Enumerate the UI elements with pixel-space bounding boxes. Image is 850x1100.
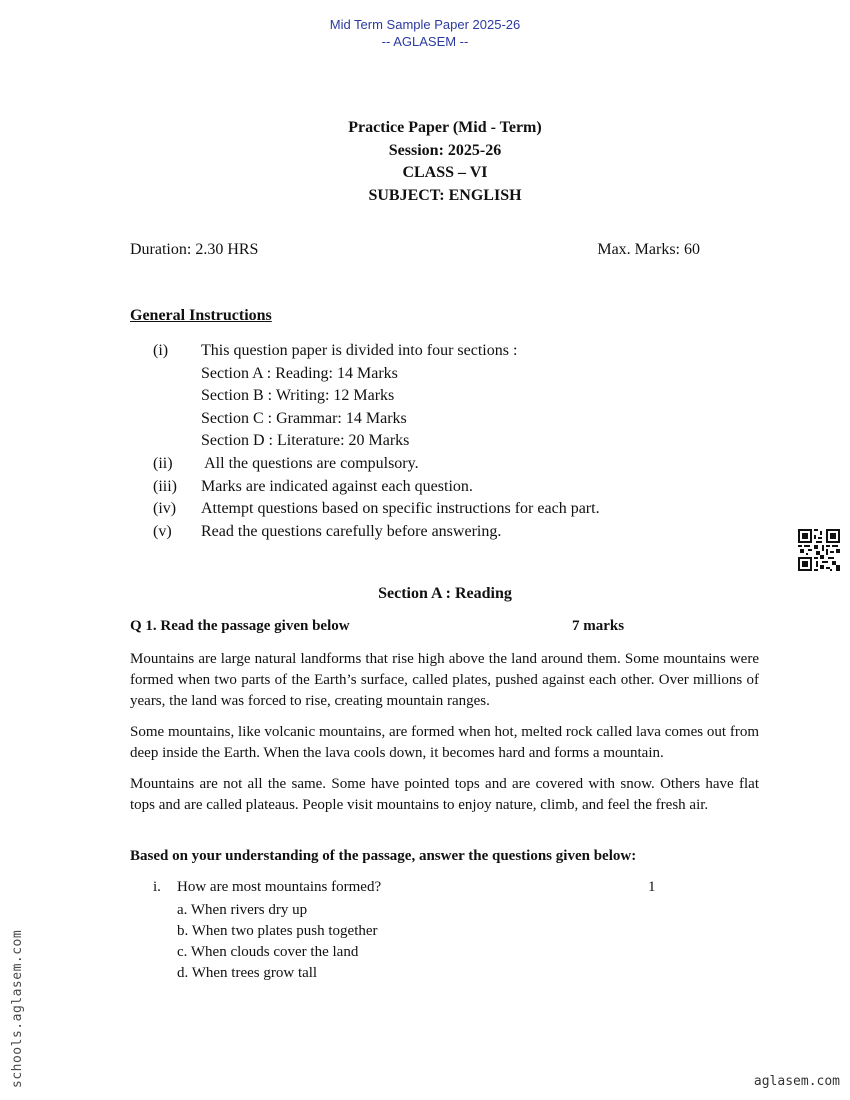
instruction-number: (ii) (153, 454, 173, 472)
instruction-text: Section B : Writing: 12 Marks (201, 387, 395, 405)
paper-title: Practice Paper (Mid - Term) (348, 119, 542, 136)
instruction-text: Section A : Reading: 14 Marks (201, 364, 398, 382)
max-marks: Max. Marks: 60 (597, 241, 700, 258)
page-header (0, 16, 850, 50)
option-a (177, 900, 378, 984)
question-marks: 1 (648, 879, 656, 895)
question-text: How are most mountains formed? (177, 879, 382, 895)
instruction-texts (201, 340, 600, 543)
paper-titles (0, 117, 850, 208)
subject-title: SUBJECT: ENGLISH (368, 187, 522, 205)
side-watermark: schools.aglasem.com (10, 929, 25, 1088)
option-text: a. When rivers dry up (177, 902, 308, 918)
passage-paragraph-1: Mountains are large natural landforms that rise high above the land around them. Some mountains were formed when two parts of the Earth’s surface, called plates, pushed against each other. Over millions of years, the land was forced to rise, creating mountain ranges. (130, 651, 759, 709)
header-brand: -- AGLASEM -- (381, 34, 469, 49)
instruction-text: This question paper is divided into four sections : (201, 342, 518, 359)
questions-prompt: Based on your understanding of the passage, answer the questions given below: (130, 848, 637, 864)
header-title: Mid Term Sample Paper 2025-26 (329, 17, 521, 32)
instruction-text: All the questions are compulsory. (201, 454, 419, 472)
passage-paragraph-3: Mountains are not all the same. Some have pointed tops and are covered with snow. Others have flat tops and are called plateaus. People visit mountains to enjoy nature, climb, and feel the fresh air. (130, 776, 759, 813)
option-text: d. When trees grow tall (177, 965, 318, 981)
instruction-number: (iv) (153, 500, 177, 518)
session-title: Session: 2025-26 (388, 141, 502, 159)
section-a-heading: Section A : Reading (378, 585, 512, 602)
instructions-heading: General Instructions (130, 307, 272, 324)
instruction-number (153, 430, 177, 453)
instruction-text: Attempt questions based on specific instructions for each part. (201, 500, 600, 518)
option-text: c. When clouds cover the land (177, 944, 359, 960)
passage-paragraph-2: Some mountains, like volcanic mountains, are formed when hot, melted rock called lava comes out from deep inside the Earth. When the lava cools down, it becomes hard and forms a mountain. (130, 724, 759, 761)
instruction-text: Section C : Grammar: 14 Marks (201, 409, 407, 427)
instruction-text: Section D : Literature: 20 Marks (201, 432, 410, 450)
qr-code (798, 529, 840, 571)
instruction-number: (iii) (153, 477, 177, 495)
footer-watermark: aglasem.com (753, 1074, 840, 1089)
instruction-text: Marks are indicated against each question. (201, 477, 473, 495)
option-text: b. When two plates push together (177, 923, 378, 939)
q1-marks: 7 marks (572, 618, 625, 634)
q1-label: Q 1. Read the passage given below (130, 618, 350, 634)
instruction-number (153, 385, 177, 408)
instruction-numbers (153, 340, 177, 543)
class-title: CLASS – VI (402, 164, 488, 182)
instruction-number (153, 408, 177, 431)
instruction-number: (i) (153, 342, 169, 359)
question-number: i. (153, 879, 161, 895)
instruction-number: (v) (153, 522, 172, 540)
duration: Duration: 2.30 HRS (130, 241, 259, 258)
instruction-number (153, 363, 177, 386)
instruction-text: Read the questions carefully before answering. (201, 522, 502, 540)
